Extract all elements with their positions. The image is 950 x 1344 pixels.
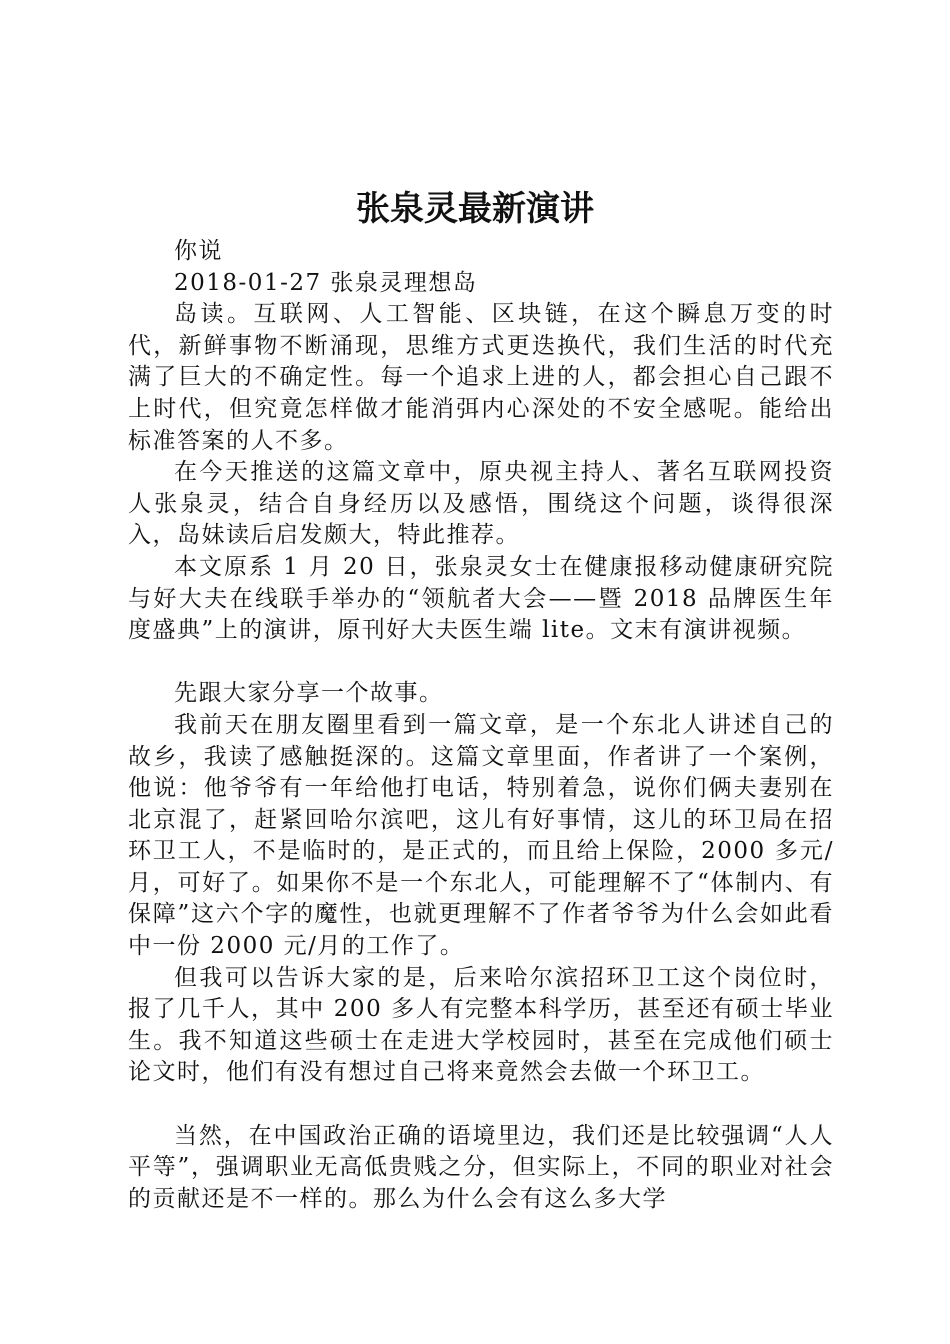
paragraph-equality: 当然，在中国政治正确的语境里边，我们还是比较强调“人人平等”，强调职业无高低贵贱之分，但实际上，不同的职业对社会的贡献还是不一样的。那么为什么会有这么多大学 xyxy=(128,1122,834,1212)
document-body xyxy=(128,236,834,1215)
document-title: 张泉灵最新演讲 xyxy=(356,189,594,229)
paragraph-recommendation: 在今天推送的这篇文章中，原央视主持人、著名互联网投资人张泉灵，结合自身经历以及感悟，围绕这个问题，谈得很深入，岛妹读后启发颇大，特此推荐。 xyxy=(128,459,834,549)
paragraph-intro: 岛读。互联网、人工智能、区块链，在这个瞬息万变的时代，新鲜事物不断涌现，思维方式更迭换代，我们生活的时代充满了巨大的不确定性。每一个追求上进的人，都会担心自己跟不上时代，但究竟怎样做才能消弭内心深处的不安全感呢。能给出标准答案的人不多。 xyxy=(128,301,834,454)
paragraph-source-note: 本文原系 1 月 20 日，张泉灵女士在健康报移动健康研究院与好大夫在线联手举办的“领航者大会——暨 2018 品牌医生年度盛典”上的演讲，原刊好大夫医生端 lite。文末有演讲视频。 xyxy=(128,553,834,644)
paragraph-story-opening: 先跟大家分享一个故事。 xyxy=(174,680,444,707)
paragraph-date-source: 2018-01-27 张泉灵理想岛 xyxy=(174,269,478,296)
paragraph-applicants: 但我可以告诉大家的是，后来哈尔滨招环卫工这个岗位时，报了几千人，其中 200 多人有完整本科学历，甚至还有硕士毕业生。我不知道这些硕士在走进大学校园时，甚至在完成他们硕士论文时，他们有没有想过自己将来竟然会去做一个环卫工。 xyxy=(128,964,834,1086)
paragraph-spacer xyxy=(128,1089,834,1121)
paragraph-author-line: 你说 xyxy=(174,238,223,264)
paragraph-spacer xyxy=(128,647,834,679)
paragraph-story: 我前天在朋友圈里看到一篇文章，是一个东北人讲述自己的故乡，我读了感触挺深的。这篇文章里面，作者讲了一个案例，他说：他爷爷有一年给他打电话，特别着急，说你们俩夫妻别在北京混了，赶紧回哈尔滨吧，这儿有好事情，这儿的环卫局在招环卫工人，不是临时的，是正式的，而且给上保险，2000 多元/月，可好了。如果你不是一个东北人，可能理解不了“体制内、有保障”这六个字的魔性，也就更理解不了作者爷爷为什么会如此看中一份 2000 元/月的工作了。 xyxy=(128,711,834,960)
